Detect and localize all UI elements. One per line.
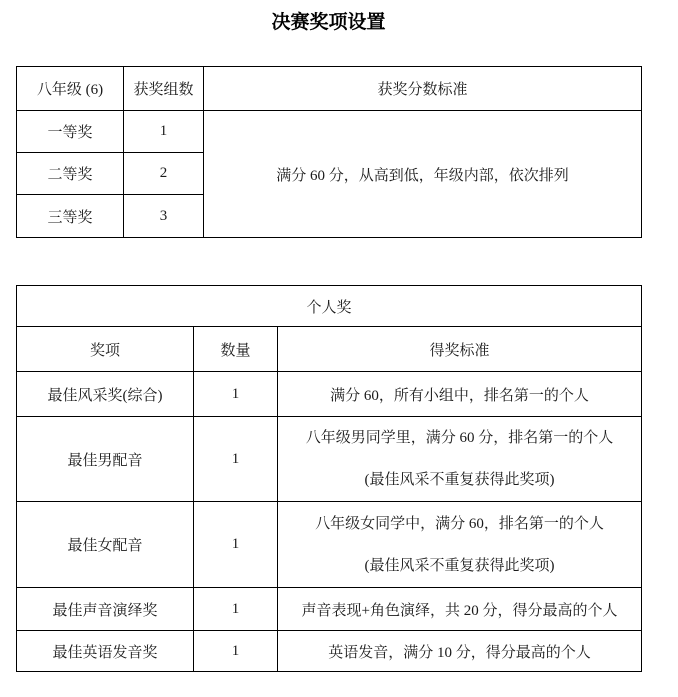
- table-row: [17, 588, 642, 631]
- header-group-count-cell: 获奖组数: [124, 67, 204, 111]
- individual-awards-table: [16, 285, 642, 672]
- award-name-cell: 最佳女配音: [17, 502, 194, 588]
- award-criteria-cell: [278, 502, 642, 588]
- header-score-criteria-cell: 获奖分数标准: [204, 67, 642, 111]
- award-name-cell: 最佳英语发音奖: [17, 631, 194, 672]
- table-row: [17, 417, 642, 502]
- table-row: [17, 502, 642, 588]
- header-criteria-cell: 得奖标准: [278, 327, 642, 372]
- page-title: 决赛奖项设置: [271, 12, 386, 33]
- award-count-cell: 1: [194, 502, 278, 588]
- award-count-cell: 1: [124, 111, 204, 153]
- award-name-cell: 最佳男配音: [17, 417, 194, 502]
- individual-table-header-row: [17, 327, 642, 372]
- document-body: [16, 10, 641, 672]
- table-row: [17, 111, 642, 153]
- award-name-cell: 三等奖: [17, 195, 124, 238]
- award-count-cell: 1: [194, 372, 278, 417]
- award-count-cell: 1: [194, 417, 278, 502]
- criteria-note-line: (最佳风采不重复获得此奖项): [364, 472, 555, 488]
- award-criteria-cell: 英语发音，满分 10 分，得分最高的个人: [278, 631, 642, 672]
- award-count-cell: 2: [124, 153, 204, 195]
- award-criteria-cell: [278, 417, 642, 502]
- award-name-cell: 最佳风采奖(综合): [17, 372, 194, 417]
- award-name-cell: 最佳声音演绎奖: [17, 588, 194, 631]
- group-table-header-row: [17, 67, 642, 111]
- header-grade-cell: 八年级 (6): [17, 67, 124, 111]
- header-award-cell: 奖项: [17, 327, 194, 372]
- individual-awards-title-cell: 个人奖: [17, 286, 642, 327]
- criteria-line: 八年级女同学中，满分 60，排名第一的个人: [315, 515, 604, 532]
- merged-criteria-cell: 满分 60 分，从高到低，年级内部，依次排列: [204, 111, 642, 238]
- table-row: [17, 631, 642, 672]
- header-quantity-cell: 数量: [194, 327, 278, 372]
- award-name-cell: 一等奖: [17, 111, 124, 153]
- group-awards-table: [16, 66, 642, 238]
- criteria-note-line: (最佳风采不重复获得此奖项): [364, 557, 555, 574]
- criteria-line: 八年级男同学里，满分 60 分，排名第一的个人: [305, 430, 614, 446]
- award-count-cell: 3: [124, 195, 204, 238]
- award-count-cell: 1: [194, 631, 278, 672]
- award-criteria-cell: 声音表现+角色演绎，共 20 分，得分最高的个人: [278, 588, 642, 631]
- award-name-cell: 二等奖: [17, 153, 124, 195]
- award-count-cell: 1: [194, 588, 278, 631]
- table-row: [17, 372, 642, 417]
- award-criteria-cell: 满分 60，所有小组中，排名第一的个人: [278, 372, 642, 417]
- individual-table-title-row: [17, 286, 642, 327]
